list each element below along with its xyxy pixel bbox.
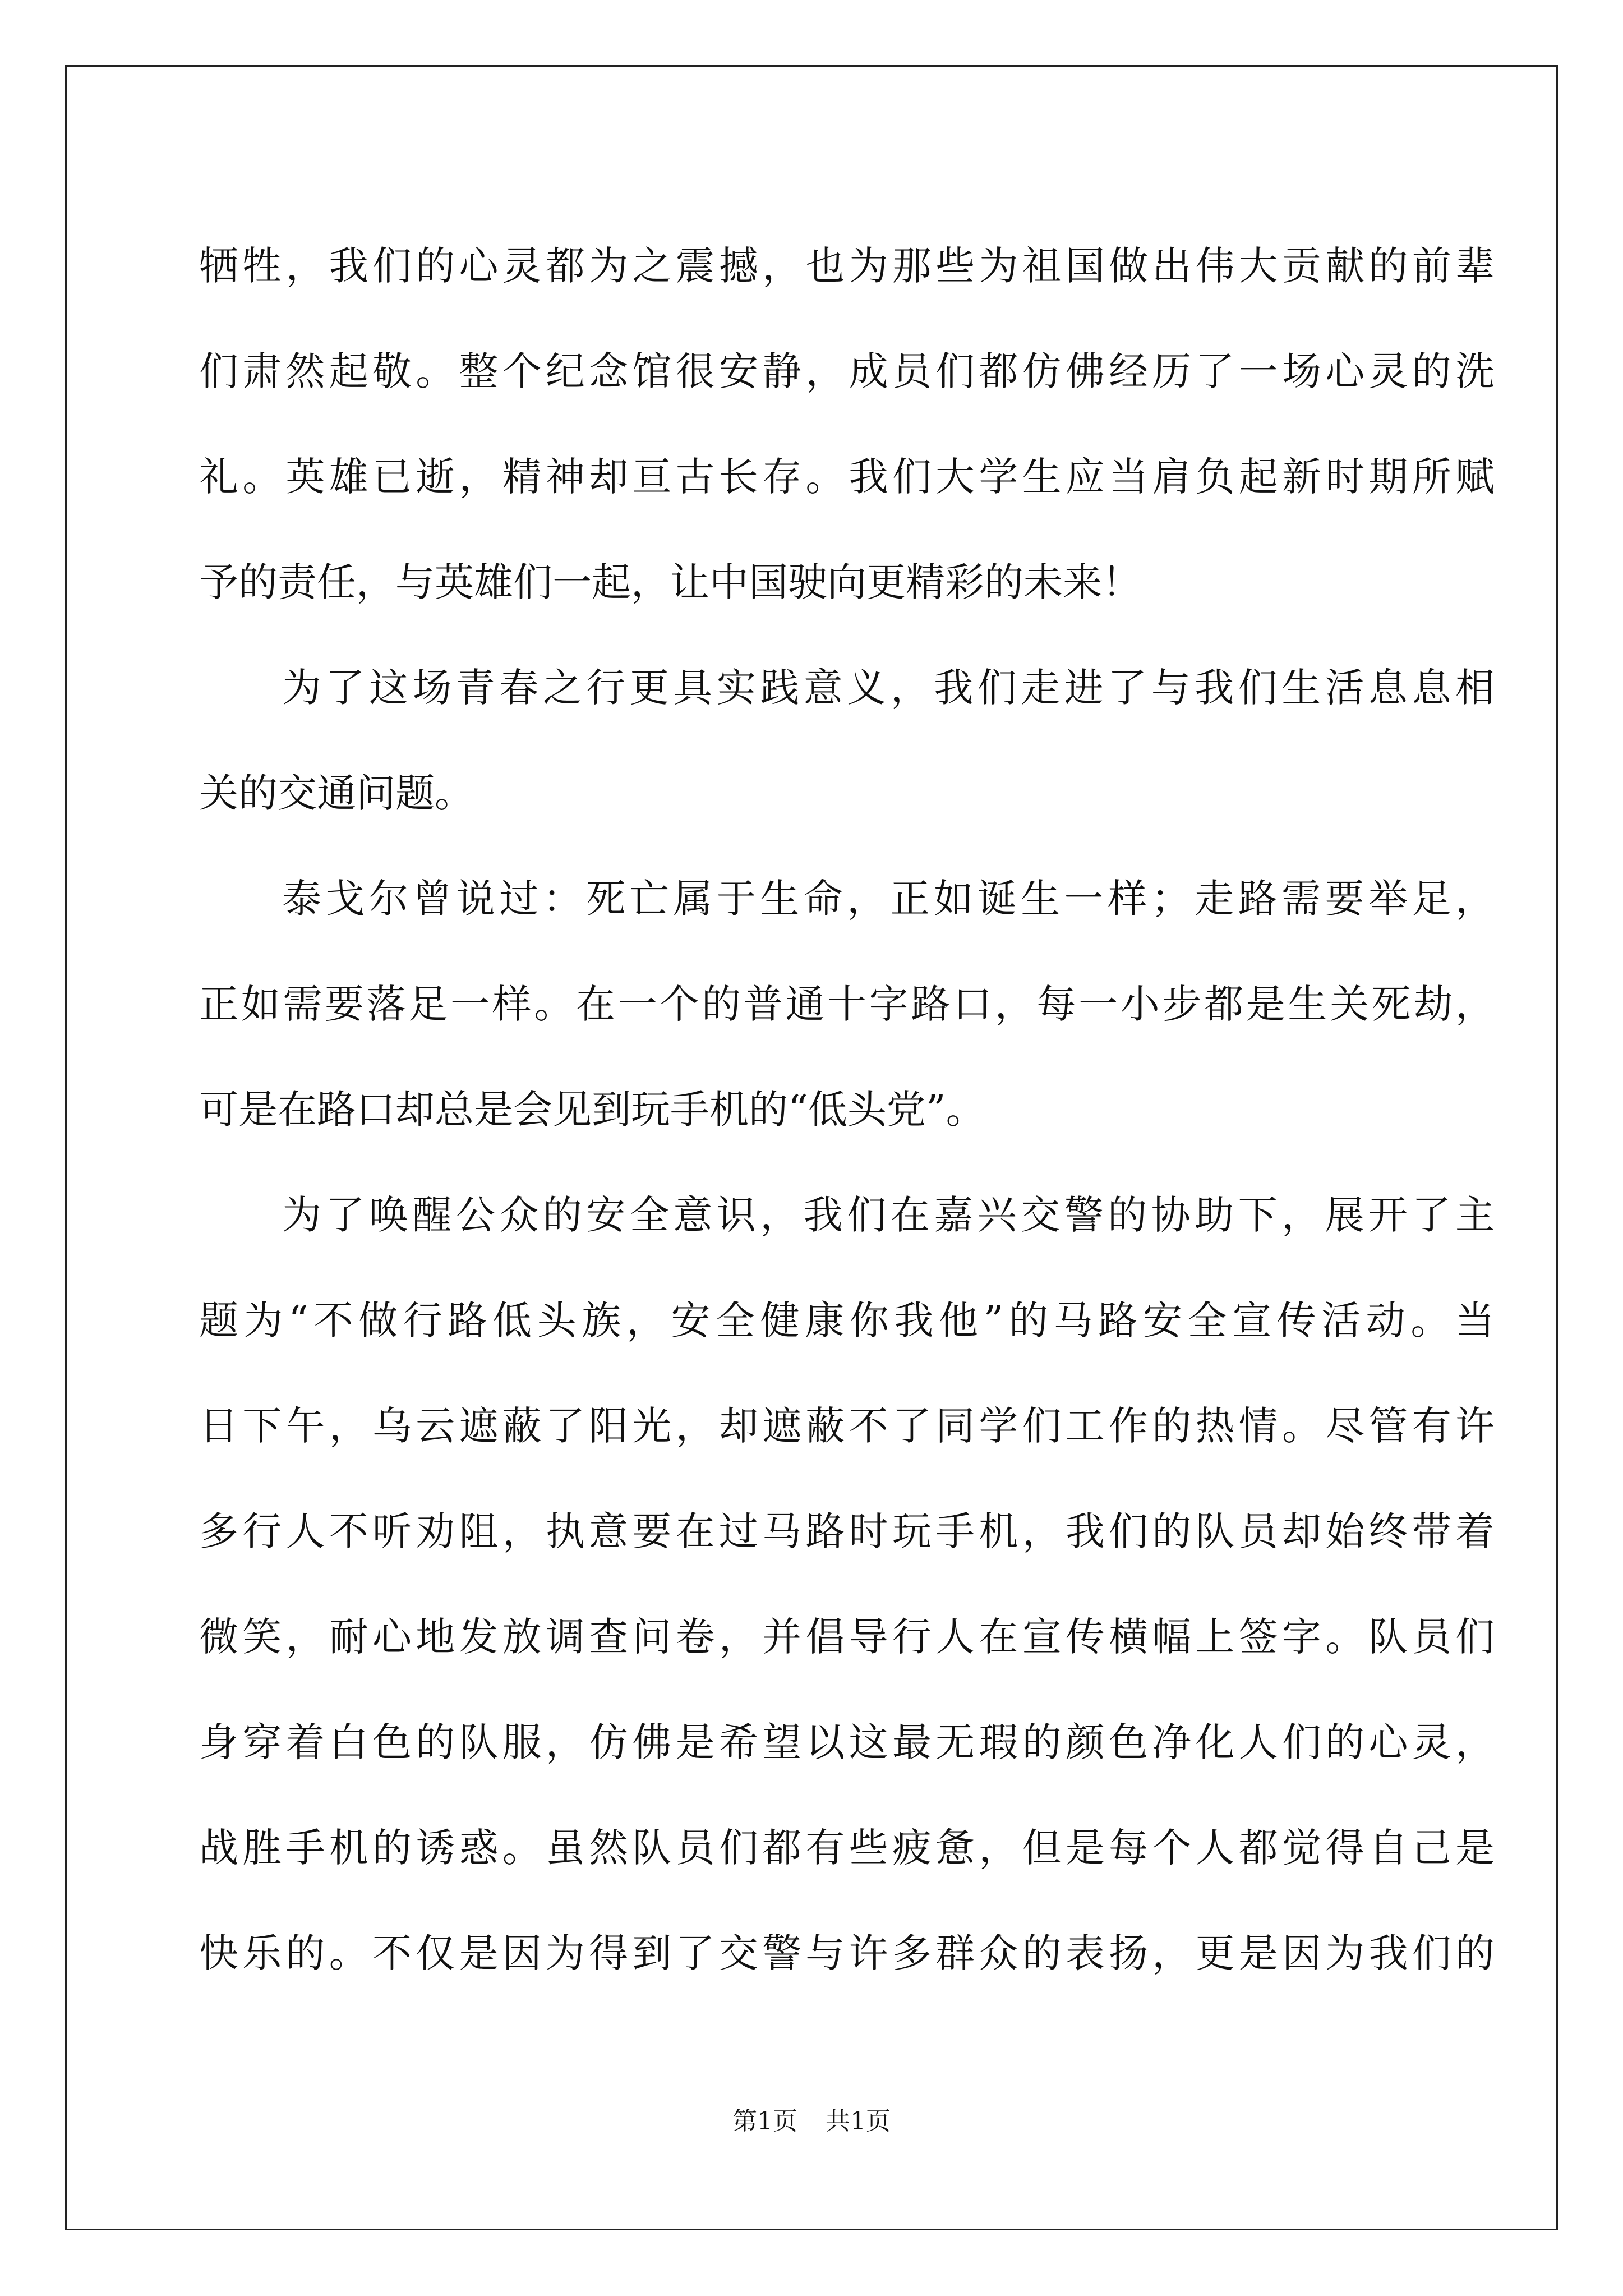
text-line: 快乐的。不仅是因为得到了交警与许多群众的表扬，更是因为我们的 bbox=[199, 1930, 1495, 1976]
page-current-label: 第1页 bbox=[732, 2107, 797, 2136]
document-body bbox=[199, 213, 1495, 2006]
text-line: 微笑，耐心地发放调查问卷，并倡导行人在宣传横幅上签字。队员们 bbox=[199, 1614, 1495, 1660]
text-line: 身穿着白色的队服，仿佛是希望以这最无瑕的颜色净化人们的心灵， bbox=[199, 1719, 1495, 1765]
text-line: 正如需要落足一样。在一个的普通十字路口，每一小步都是生关死劫， bbox=[199, 981, 1495, 1027]
text-line: 牺牲，我们的心灵都为之震撼，也为那些为祖国做出伟大贡献的前辈 bbox=[199, 243, 1495, 289]
text-line: 为了唤醒公众的安全意识，我们在嘉兴交警的协助下，展开了主 bbox=[282, 1192, 1495, 1238]
page-total-label: 共1页 bbox=[826, 2107, 891, 2136]
text-line: 们肃然起敬。整个纪念馆很安静，成员们都仿佛经历了一场心灵的洗 bbox=[199, 348, 1495, 394]
page-footer bbox=[0, 2101, 1623, 2137]
text-line: 为了这场青春之行更具实践意义，我们走进了与我们生活息息相 bbox=[282, 665, 1495, 711]
text-line: 题为“不做行路低头族，安全健康你我他”的马路安全宣传活动。当 bbox=[199, 1297, 1495, 1343]
text-line: 礼。英雄已逝，精神却亘古长存。我们大学生应当肩负起新时期所赋 bbox=[199, 454, 1495, 500]
text-line: 泰戈尔曾说过：死亡属于生命，正如诞生一样；走路需要举足， bbox=[282, 876, 1495, 922]
text-line: 予的责任，与英雄们一起，让中国驶向更精彩的未来！ bbox=[199, 559, 1141, 605]
text-line: 关的交通问题。 bbox=[199, 770, 474, 816]
text-line: 日下午，乌云遮蔽了阳光，却遮蔽不了同学们工作的热情。尽管有许 bbox=[199, 1403, 1495, 1449]
text-line: 可是在路口却总是会见到玩手机的“低头党”。 bbox=[199, 1087, 985, 1133]
text-line: 多行人不听劝阻，执意要在过马路时玩手机，我们的队员却始终带着 bbox=[199, 1508, 1495, 1554]
text-line: 战胜手机的诱惑。虽然队员们都有些疲惫，但是每个人都觉得自己是 bbox=[199, 1825, 1495, 1871]
